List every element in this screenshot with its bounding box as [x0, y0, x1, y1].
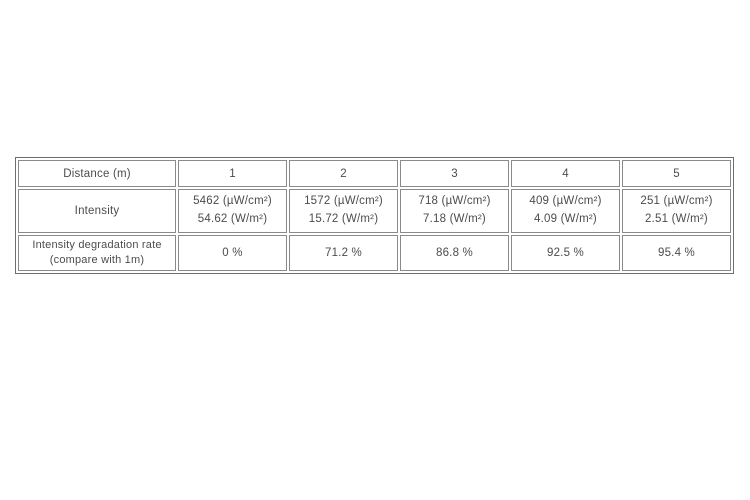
distance-value-cell: 5 [622, 160, 731, 187]
intensity-cell [178, 189, 287, 233]
intensity-row-label: Intensity [18, 189, 176, 233]
degradation-value-cell: 71.2 % [289, 235, 398, 271]
distance-value-cell: 3 [400, 160, 509, 187]
intensity-wm-value: 54.62 (W/m²) [197, 213, 268, 225]
intensity-uw-value: 718 (µW/cm²) [418, 195, 491, 208]
degradation-value-cell: 0 % [178, 235, 287, 271]
intensity-cell [511, 189, 620, 233]
distance-value-cell: 1 [178, 160, 287, 187]
intensity-uw-value: 251 (µW/cm²) [640, 195, 713, 208]
intensity-wm-value: 7.18 (W/m²) [423, 213, 486, 225]
intensity-uw-value: 409 (µW/cm²) [529, 195, 602, 208]
intensity-cell [622, 189, 731, 233]
distance-value-cell: 4 [511, 160, 620, 187]
intensity-uw-value: 5462 (µW/cm²) [193, 195, 272, 208]
degradation-value-cell: 86.8 % [400, 235, 509, 271]
distance-row-label: Distance (m) [18, 160, 176, 187]
distance-value-cell: 2 [289, 160, 398, 187]
degradation-row-label: Intensity degradation rate (compare with 1m) [18, 235, 176, 271]
intensity-row [18, 189, 731, 233]
intensity-cell [289, 189, 398, 233]
intensity-uw-value: 1572 (µW/cm²) [304, 195, 383, 208]
intensity-wm-value: 2.51 (W/m²) [645, 213, 708, 225]
degradation-row [18, 235, 731, 271]
distance-row [18, 160, 731, 187]
intensity-wm-value: 15.72 (W/m²) [308, 213, 379, 225]
intensity-table [15, 157, 734, 274]
intensity-cell [400, 189, 509, 233]
degradation-value-cell: 95.4 % [622, 235, 731, 271]
degradation-value-cell: 92.5 % [511, 235, 620, 271]
intensity-wm-value: 4.09 (W/m²) [534, 213, 597, 225]
